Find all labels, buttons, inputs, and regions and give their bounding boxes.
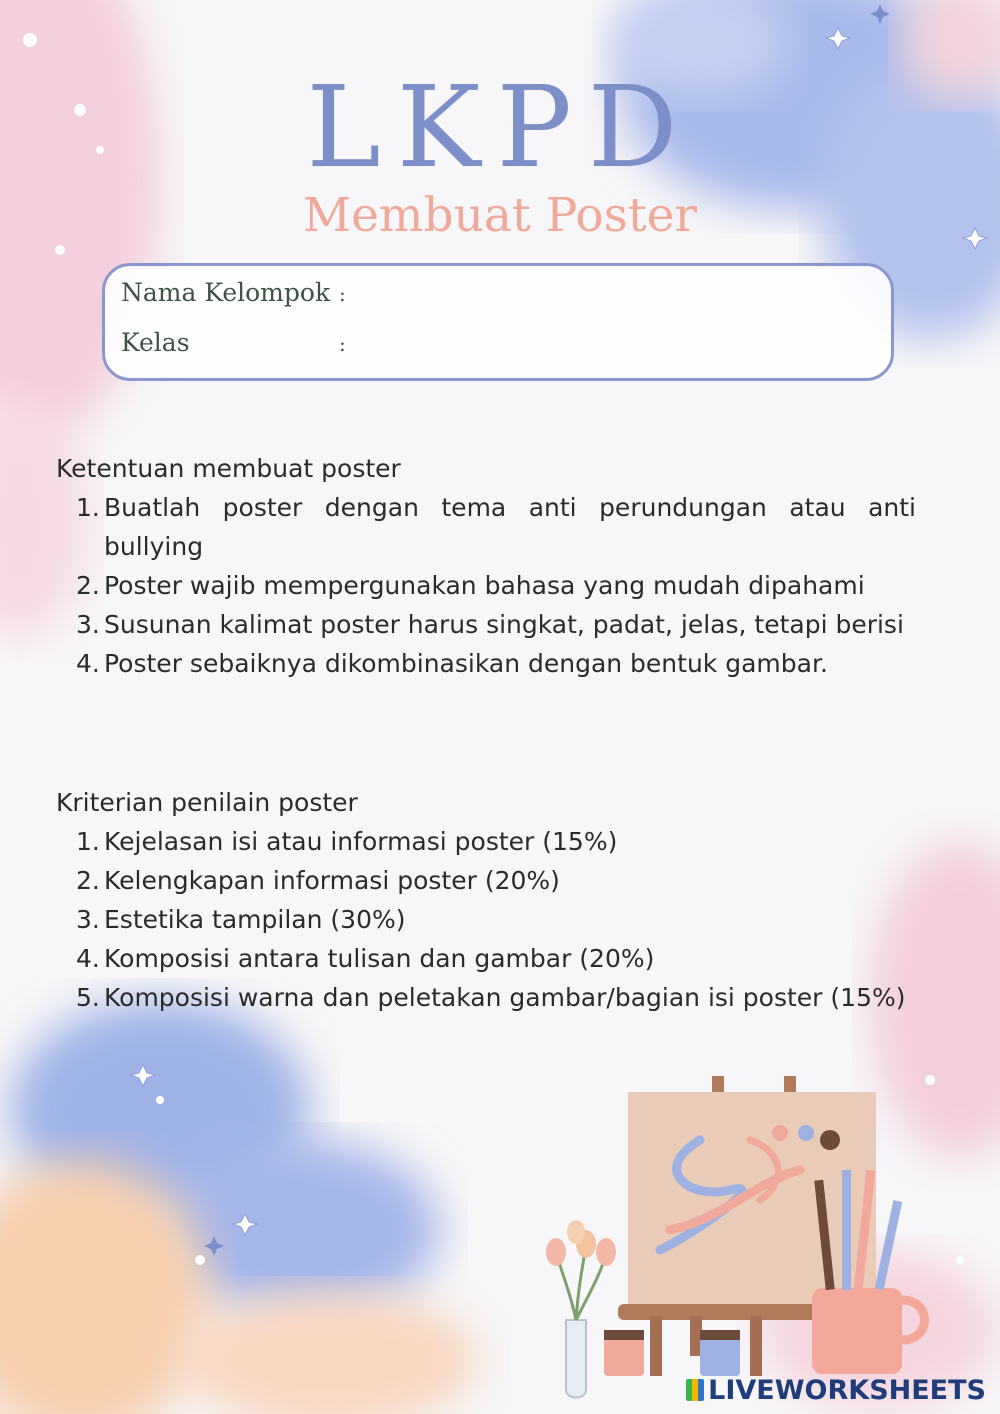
class-colon: :: [339, 332, 346, 356]
list-item: 1. Kejelasan isi atau informasi poster (15%): [76, 827, 618, 856]
class-label: Kelas: [121, 328, 190, 357]
list-item: 1. Buatlah poster dengan tema anti perundungan atau anti bullying: [76, 493, 916, 561]
list-item: 3. Susunan kalimat poster harus singkat, padat, jelas, tetapi berisi: [76, 610, 904, 639]
brand-text: LIVEWORKSHEETS: [708, 1375, 986, 1406]
list-item: 5. Komposisi warna dan peletakan gambar/bagian isi poster (15%): [76, 983, 906, 1012]
rules-list: [56, 488, 916, 683]
rules-section: [56, 449, 916, 683]
list-item: 2. Kelengkapan informasi poster (20%): [76, 866, 560, 895]
liveworksheets-icon: [686, 1379, 704, 1401]
criteria-section: [56, 783, 916, 1017]
criteria-list: [56, 822, 916, 1017]
list-item: 4. Poster sebaiknya dikombinasikan dengan bentuk gambar.: [76, 649, 828, 678]
list-item: 2. Poster wajib mempergunakan bahasa yang mudah dipahami: [76, 571, 865, 600]
list-item: 4. Komposisi antara tulisan dan gambar (20%): [76, 944, 655, 973]
group-name-colon: :: [339, 282, 346, 306]
liveworksheets-logo[interactable]: [686, 1375, 986, 1406]
identity-box: [102, 263, 894, 381]
page-title: LKPD: [306, 63, 694, 193]
class-row: [121, 328, 346, 357]
page-subtitle: Membuat Poster: [302, 188, 697, 243]
list-item: 3. Estetika tampilan (30%): [76, 905, 406, 934]
rules-heading: Ketentuan membuat poster: [56, 454, 401, 483]
group-name-label: Nama Kelompok: [121, 278, 331, 307]
group-name-row: [121, 278, 346, 307]
criteria-heading: Kriterian penilain poster: [56, 788, 358, 817]
easel-illustration: [546, 1076, 925, 1398]
